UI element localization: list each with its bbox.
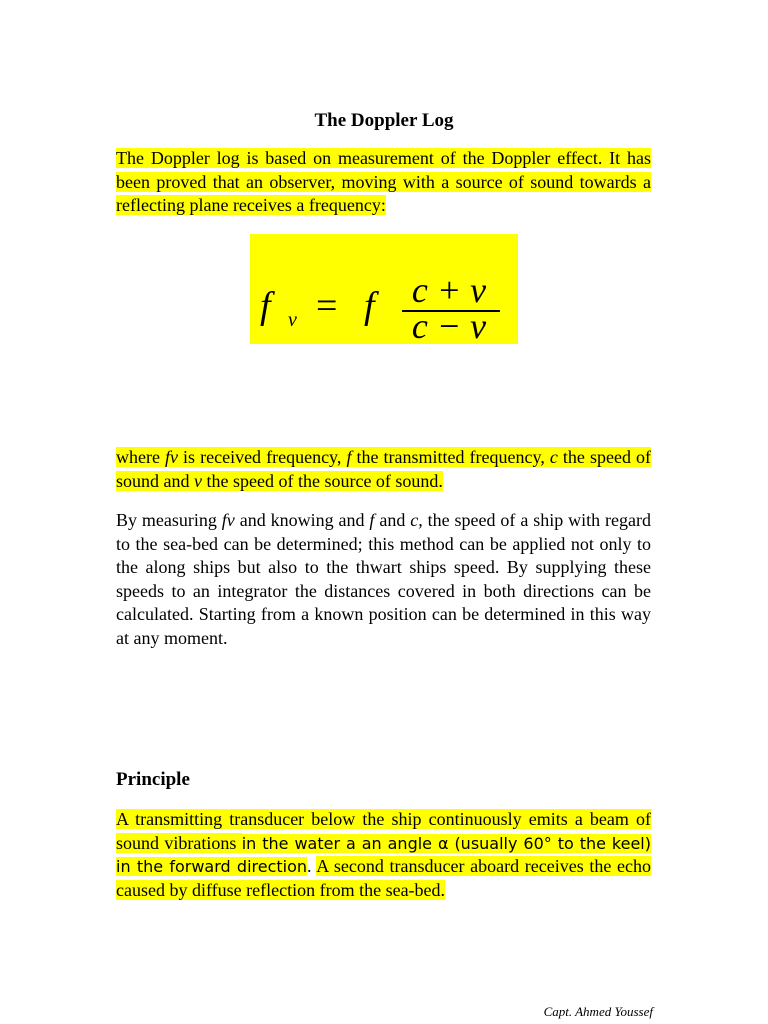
principle-text-4: A second transducer aboard receives the echo caused by diffuse reflection from the sea-bed. [116,856,651,900]
formula-lhs-f: f [260,285,271,327]
measuring-text-4: the speed of a ship with regard to the sea-bed can be determined; this method can be applied not only to the along ships but also to the thwart ships speed. By supplying these speeds to an integrator the distances covered in both directions can be calculated. Starting from a known position can be determined in this way at any moment. [116,510,651,648]
principle-heading: Principle [116,769,190,790]
formula-equals: = [316,285,338,327]
measuring-text-2: and knowing and [234,510,370,530]
where-text-4: the speed of sound and [116,447,651,491]
doppler-formula [250,234,518,344]
where-text [116,447,651,491]
where-paragraph [116,446,651,493]
symbol-c: c, [410,510,423,530]
symbol-f: f [346,447,352,467]
principle-text-2: in the water a an angle α (usually 60° to the keel) in the forward direction [116,833,651,877]
where-text-1: where [116,447,166,467]
principle-text-1: A transmitting transducer below the ship continuously emits a beam of sound vibrations [116,809,651,853]
symbol-fv: fv [165,447,179,467]
formula-lhs-subscript: v [288,309,297,331]
author-footer: Capt. Ahmed Youssef [543,1004,653,1019]
page-title: The Doppler Log [314,110,454,131]
formula-graphic [250,234,518,344]
principle-paragraph [116,808,651,902]
formula-denominator: c − v [411,306,487,344]
principle-text-3: . [307,856,317,877]
where-text-3: the transmitted frequency, [351,447,550,467]
measuring-text-1: By measuring [116,510,222,530]
intro-paragraph [116,147,651,218]
measuring-text-3: and [374,510,411,530]
symbol-c: c [549,447,558,467]
formula-rhs-f: f [364,285,375,327]
where-text-5: the speed of the source of sound. [202,470,443,491]
intro-text: The Doppler log is based on measurement of the Doppler effect. It has been proved that an observer, moving with a source of sound towards a reflecting plane receives a frequency: [116,148,651,216]
formula-numerator: c + v [411,270,487,310]
symbol-f: f [369,510,375,530]
measuring-paragraph [116,509,651,651]
where-text-2: is received frequency, [178,447,347,467]
symbol-fv: fv [221,510,235,530]
symbol-v: v [194,470,202,491]
